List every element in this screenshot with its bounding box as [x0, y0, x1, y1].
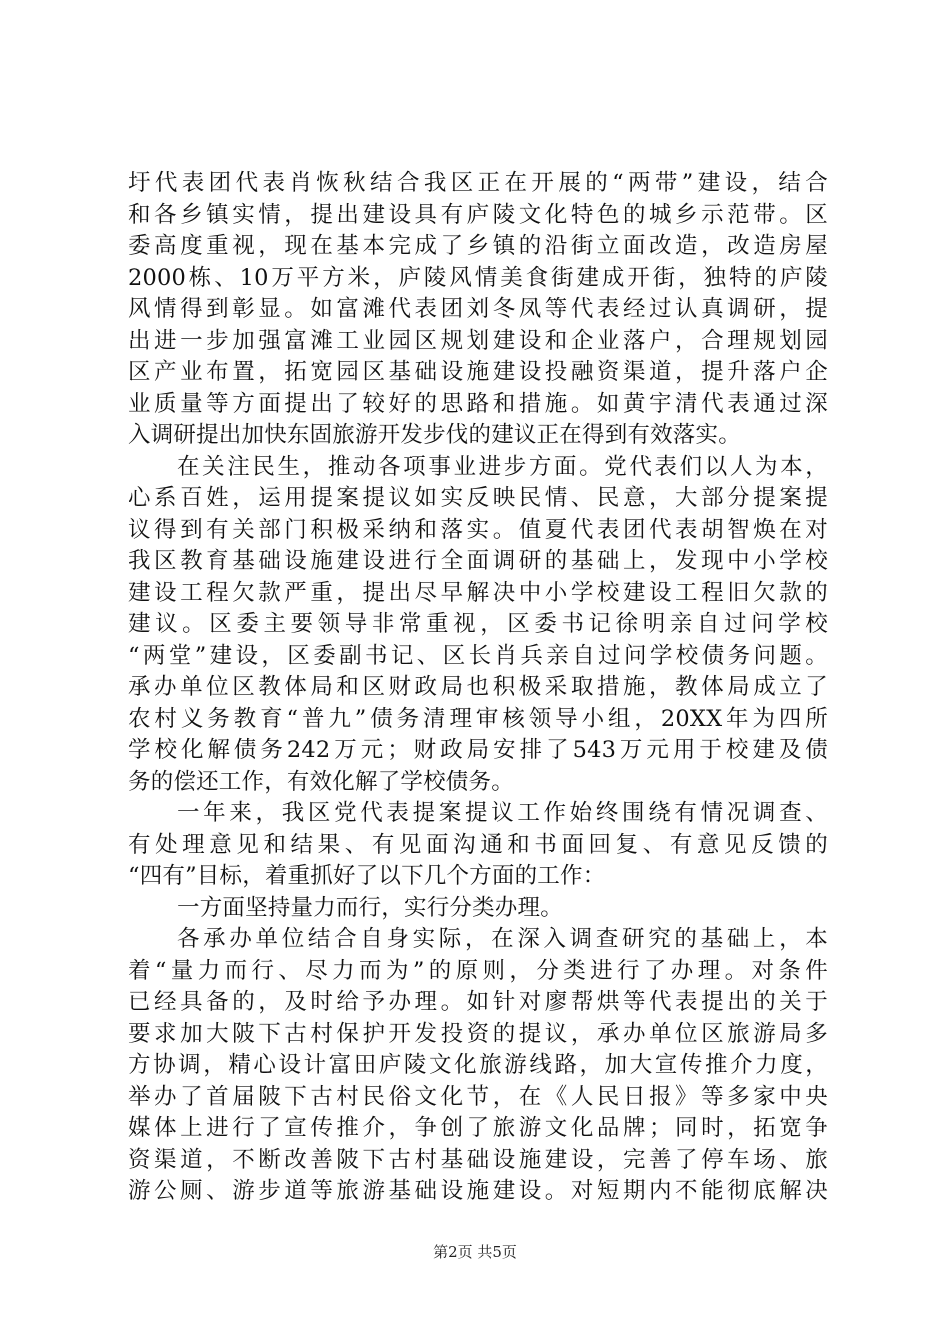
text-line: 2000栋、10万平方米，庐陵风情美食街建成开街，独特的庐陵	[128, 264, 828, 291]
text-line: 我区教育基础设施建设进行全面调研的基础上，发现中小学校	[128, 548, 828, 574]
text-line: 心系百姓，运用提案提议如实反映民情、民意，大部分提案提	[128, 485, 828, 511]
text-line: 承办单位区教体局和区财政局也积极采取措施，教体局成立了	[128, 674, 828, 700]
paragraph-first-line: 一年来，我区党代表提案提议工作始终围绕有情况调查、	[177, 800, 828, 826]
text-line: 资渠道，不断改善陂下古村基础设施建设，完善了停车场、旅	[128, 1146, 828, 1173]
text-line: 风情得到彰显。如富滩代表团刘冬凤等代表经过认真调研，提	[128, 296, 828, 322]
document-body	[128, 168, 828, 1208]
text-line: “两堂”建设，区委副书记、区长肖兵亲自过问学校债务问题。	[128, 642, 828, 669]
paragraph-first-line: 各承办单位结合自身实际，在深入调查研究的基础上，本	[177, 926, 828, 952]
text-line: 区产业布置，拓宽园区基础设施建设投融资渠道，提升落户企	[128, 359, 828, 385]
text-line: 媒体上进行了宣传推介，争创了旅游文化品牌；同时，拓宽争	[128, 1115, 828, 1141]
text-line: 议得到有关部门积极采纳和落实。值夏代表团代表胡智焕在对	[128, 516, 828, 543]
text-line: 出进一步加强富滩工业园区规划建设和企业落户，合理规划园	[128, 327, 828, 354]
text-line: 游公厕、游步道等旅游基础设施建设。对短期内不能彻底解决	[128, 1178, 828, 1204]
text-line: 和各乡镇实情，提出建设具有庐陵文化特色的城乡示范带。区	[128, 201, 828, 228]
text-line: 农村义务教育“普九”债务清理审核领导小组，20XX年为四所	[128, 705, 828, 732]
text-line: 要求加大陂下古村保护开发投资的提议，承办单位区旅游局多	[128, 1020, 828, 1047]
paragraph-first-line: 在关注民生，推动各项事业进步方面。党代表们以人为本，	[177, 453, 828, 480]
text-line: 业质量等方面提出了较好的思路和措施。如黄宇清代表通过深	[128, 390, 828, 417]
text-line: 建设工程欠款严重，提出尽早解决中小学校建设工程旧欠款的	[128, 579, 828, 606]
text-line: 有处理意见和结果、有见面沟通和书面回复、有意见反馈的	[128, 831, 828, 858]
text-line: 入调研提出加快东固旅游开发步伐的建议正在得到有效落实。	[128, 422, 741, 448]
text-line: 务的偿还工作，有效化解了学校债务。	[128, 768, 514, 795]
section-heading-line: 一方面坚持量力而行，实行分类办理。	[177, 894, 563, 921]
text-line: 方协调，精心设计富田庐陵文化旅游线路，加大宣传推介力度，	[128, 1052, 828, 1078]
text-line: 已经具备的，及时给予办理。如针对廖帮烘等代表提出的关于	[128, 989, 828, 1015]
text-line: 委高度重视，现在基本完成了乡镇的沿街立面改造，改造房屋	[128, 233, 828, 259]
text-line: 建议。区委主要领导非常重视，区委书记徐明亲自过问学校	[128, 611, 828, 637]
text-line: 圩代表团代表肖恢秋结合我区正在开展的“两带”建设，结合	[128, 170, 828, 196]
text-line: “四有”目标，着重抓好了以下几个方面的工作：	[128, 863, 606, 889]
text-line: 学校化解债务242万元；财政局安排了543万元用于校建及债	[128, 737, 828, 763]
text-line: 举办了首届陂下古村民俗文化节，在《人民日报》等多家中央	[128, 1083, 828, 1110]
text-line: 着“量力而行、尽力而为”的原则，分类进行了办理。对条件	[128, 957, 828, 984]
page-number-footer: 第2页 共5页	[433, 1243, 517, 1261]
